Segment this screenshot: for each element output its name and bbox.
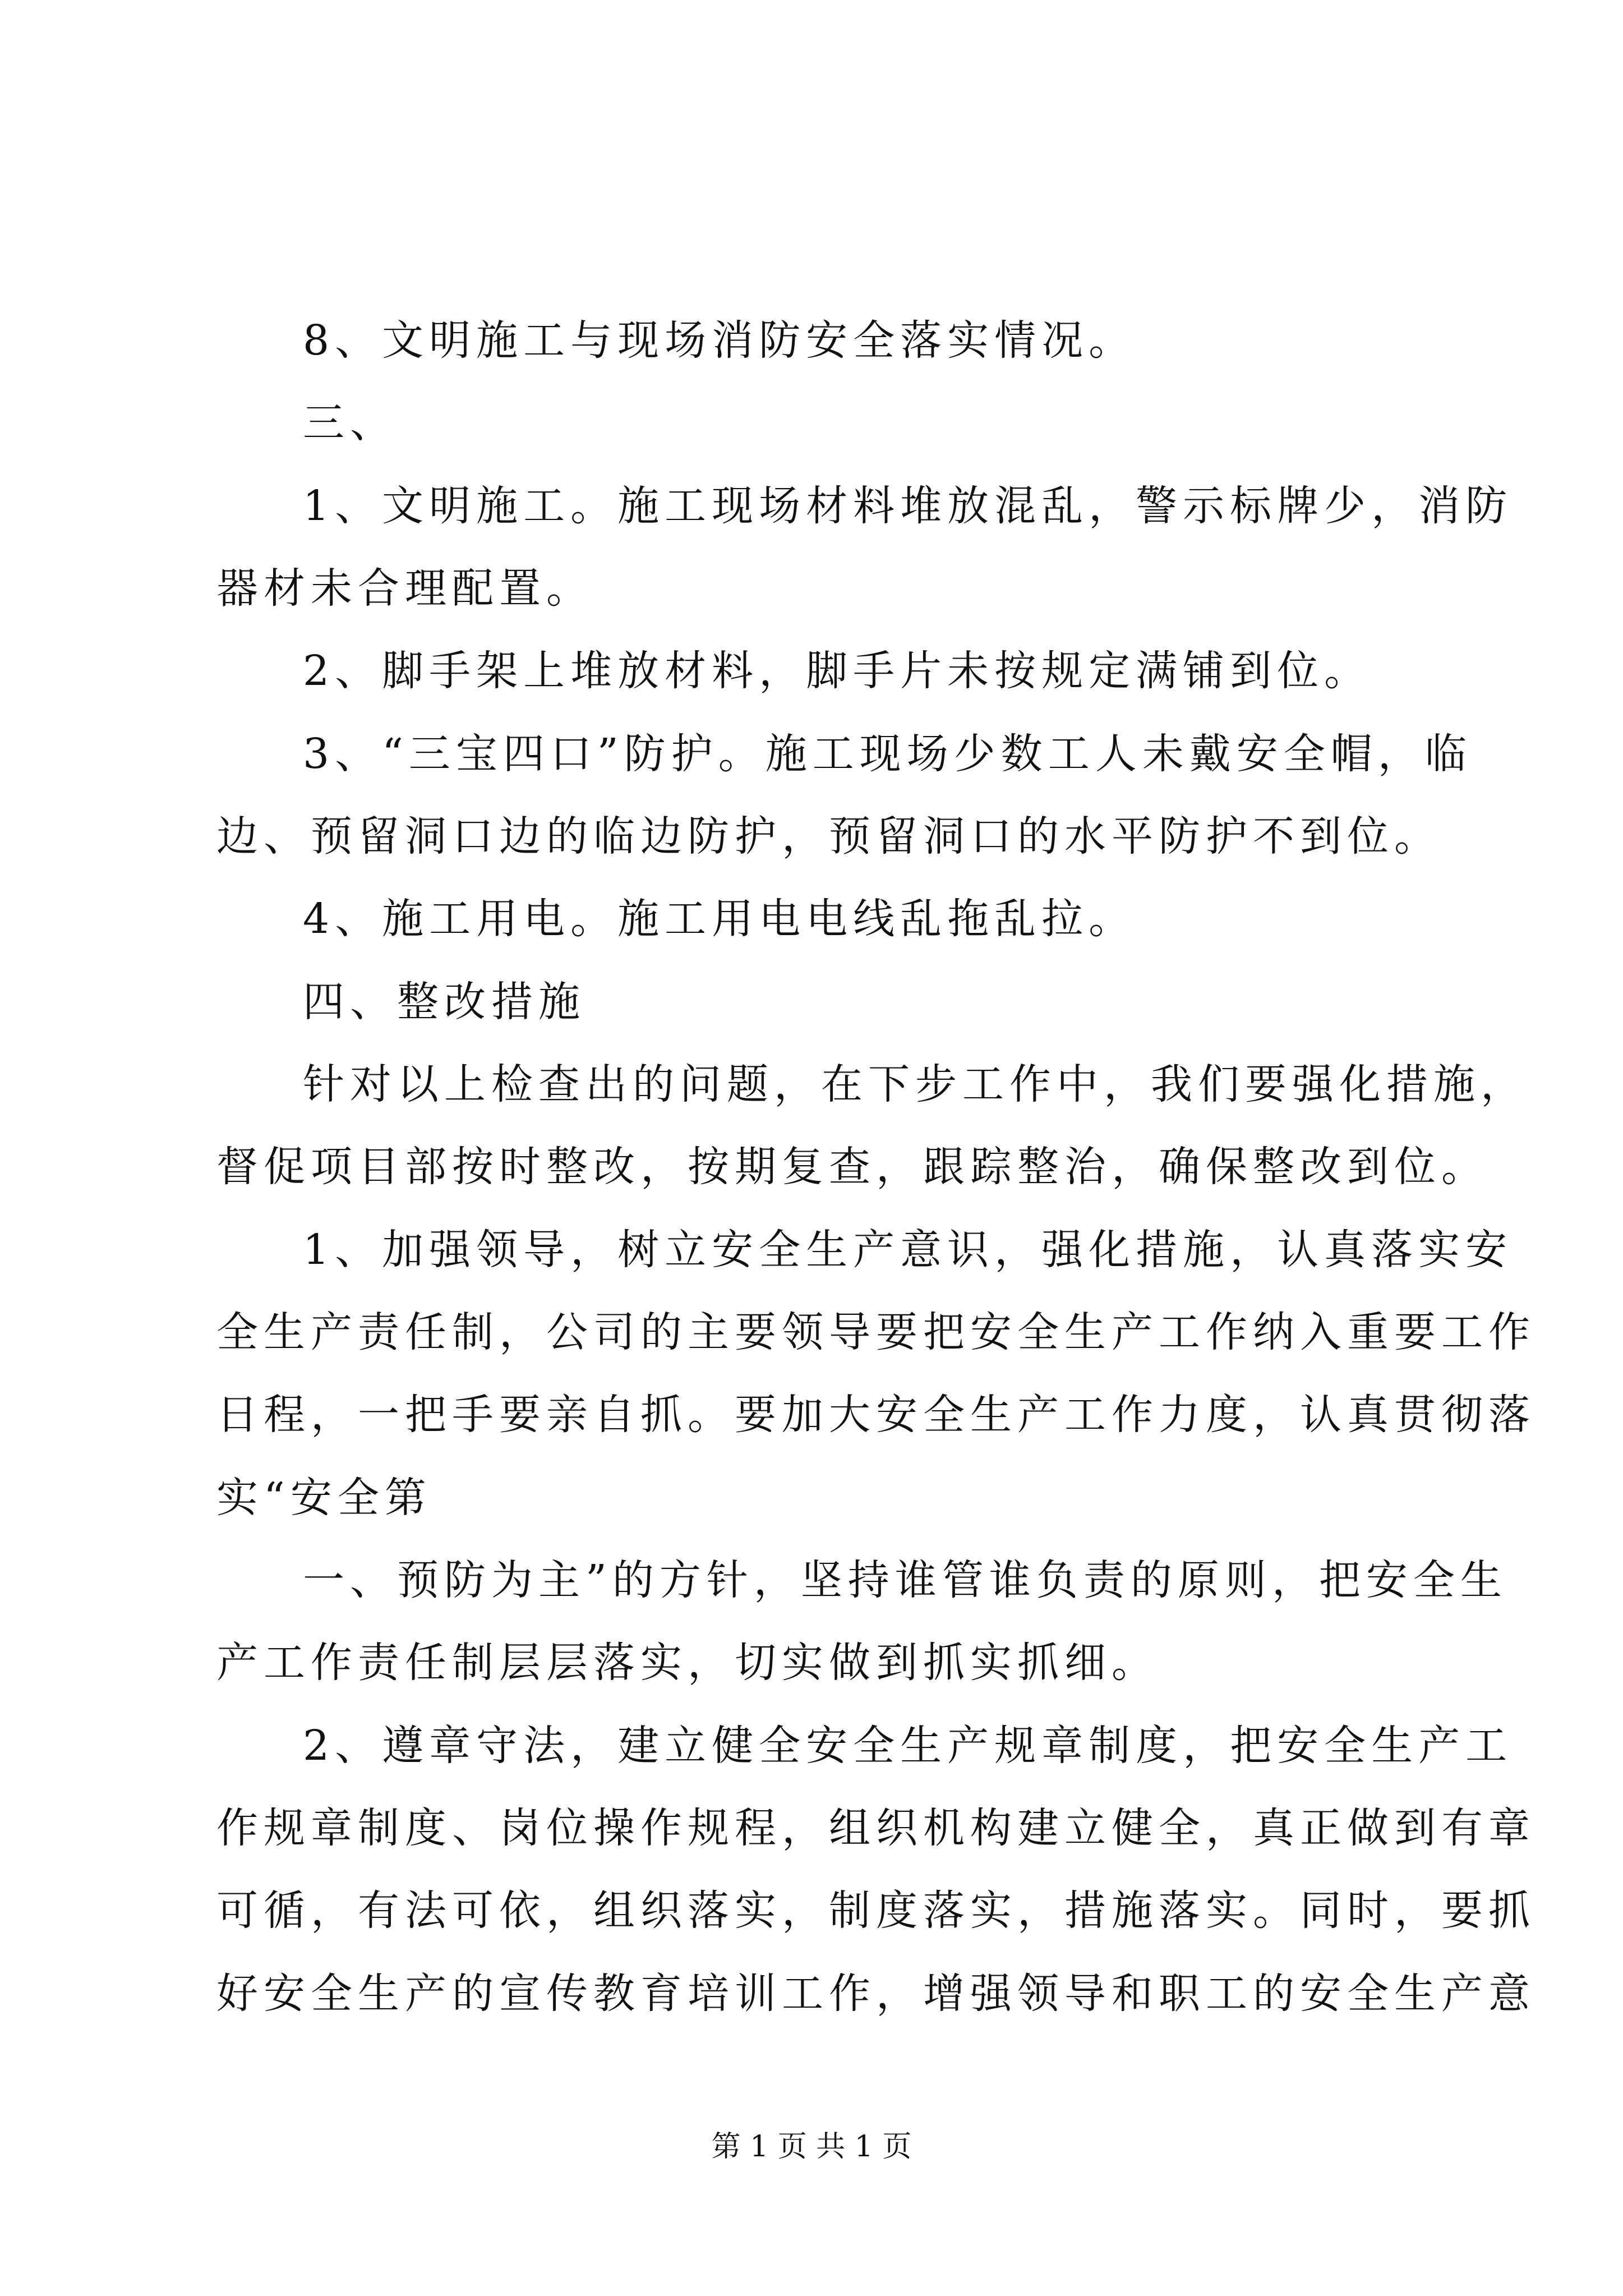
paragraph-line: 全生产责任制，公司的主要领导要把安全生产工作纳入重要工作 [216,1308,1536,1356]
paragraph-line: 产工作责任制层层落实，切实做到抓实抓细。 [216,1639,1159,1687]
paragraph-line: 一、预防为主”的方针，坚持谁管谁负责的原则，把安全生 [303,1556,1507,1604]
page-footer: 第 1 页 共 1 页 [711,2130,912,2164]
paragraph-line: 2、脚手架上堆放材料，脚手片未按规定满铺到位。 [303,647,1372,695]
paragraph-line: 8、文明施工与现场消防安全落实情况。 [303,316,1136,365]
paragraph-line: 督促项目部按时整改，按期复查，跟踪整治，确保整改到位。 [216,1143,1488,1191]
paragraph-line: 2、遵章守法，建立健全安全生产规章制度，把安全生产工 [303,1722,1513,1770]
section-heading: 三、 [303,399,397,447]
paragraph-line: 日程，一把手要亲自抓。要加大安全生产工作力度，认真贯彻落 [216,1391,1536,1439]
paragraph-line: 1、文明施工。施工现场材料堆放混乱，警示标牌少，消防 [303,482,1513,530]
paragraph-line: 4、施工用电。施工用电电线乱拖乱拉。 [303,895,1136,943]
paragraph-line: 1、加强领导，树立安全生产意识，强化措施，认真落实安 [303,1226,1513,1274]
paragraph-line: 针对以上检查出的问题，在下步工作中，我们要强化措施， [303,1060,1528,1108]
paragraph-line: 3、“三宝四口”防护。施工现场少数工人未戴安全帽，临 [303,730,1472,778]
section-heading: 四、整改措施 [303,978,585,1026]
paragraph-line: 器材未合理配置。 [216,564,593,613]
paragraph-line: 实“安全第 [216,1474,432,1522]
paragraph-line: 好安全生产的宣传教育培训工作，增强领导和职工的安全生产意 [216,1970,1536,2018]
paragraph-line: 可循，有法可依，组织落实，制度落实，措施落实。同时，要抓 [216,1887,1536,1935]
paragraph-line: 作规章制度、岗位操作规程，组织机构建立健全，真正做到有章 [216,1804,1536,1852]
paragraph-line: 边、预留洞口边的临边防护，预留洞口的水平防护不到位。 [216,812,1441,861]
